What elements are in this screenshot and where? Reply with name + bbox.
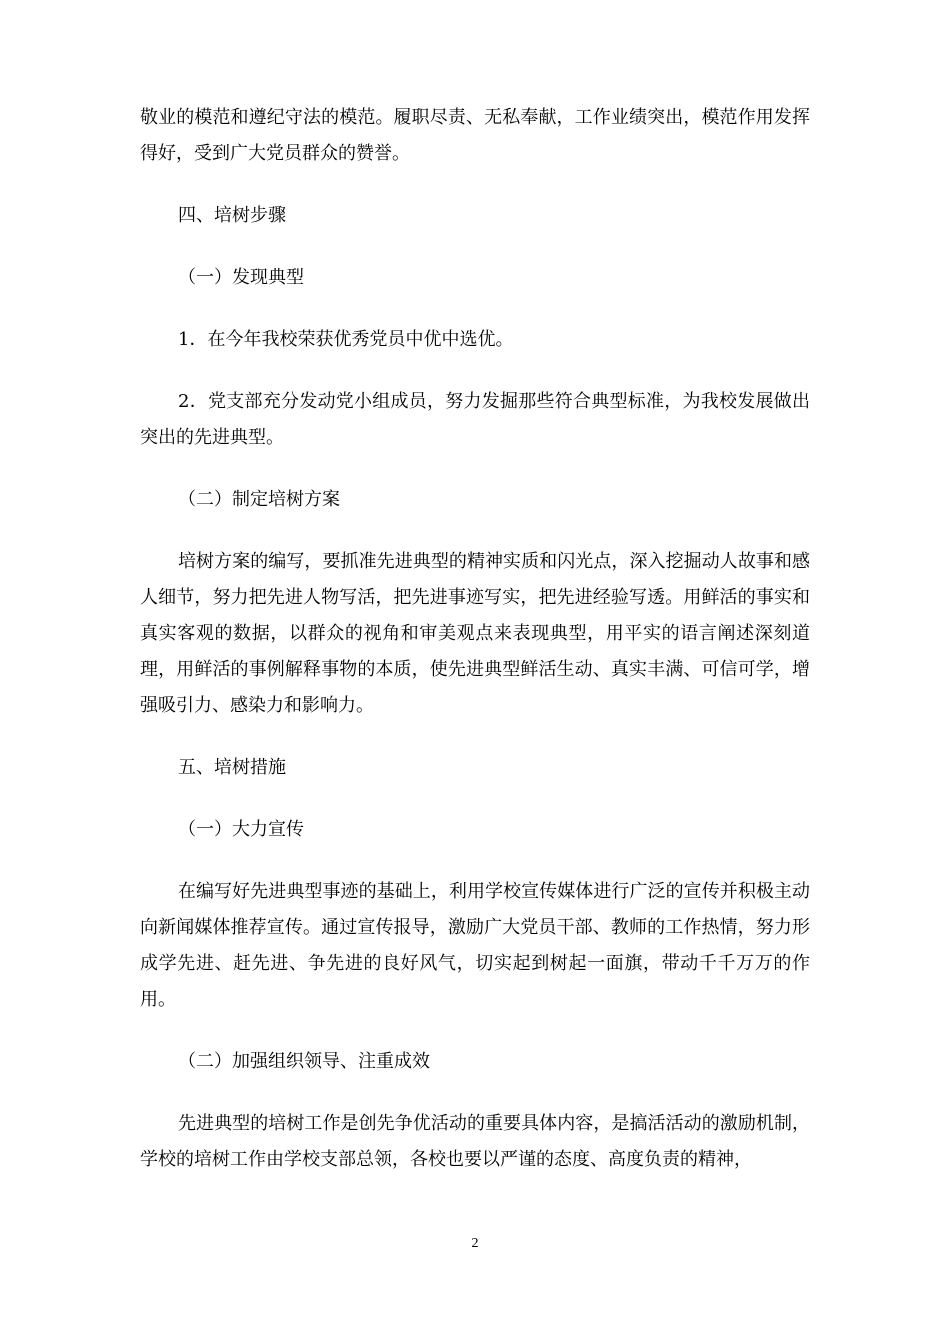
list-item-2: 2．党支部充分发动党小组成员，努力发掘那些符合典型标准，为我校发展做出突出的先进典型。 (140, 391, 810, 448)
subsection-heading-publicity: （一）大力宣传 (178, 819, 304, 840)
document-page (140, 100, 810, 1178)
subsection-heading-plan: （二）制定培树方案 (178, 489, 340, 510)
section-heading-measures: 五、培树措施 (178, 757, 286, 778)
paragraph-body: 敬业的模范和遵纪守法的模范。履职尽责、无私奉献，工作业绩突出，模范作用发挥得好，受到广大党员群众的赞誉。 (140, 107, 810, 164)
paragraph-leadership: 先进典型的培树工作是创先争优活动的重要具体内容，是搞活活动的激励机制，学校的培树工作由学校支部总领，各校也要以严谨的态度、高度负责的精神， (140, 1113, 810, 1170)
subsection-heading-discover: （一）发现典型 (178, 267, 304, 288)
section-heading-steps: 四、培树步骤 (178, 205, 286, 226)
subsection-heading-leadership: （二）加强组织领导、注重成效 (178, 1051, 430, 1072)
paragraph-publicity: 在编写好先进典型事迹的基础上，利用学校宣传媒体进行广泛的宣传并积极主动向新闻媒体推荐宣传。通过宣传报导，激励广大党员干部、教师的工作热情，努力形成学先进、赶先进、争先进的良好风气，切实起到树起一面旗，带动千千万万的作用。 (140, 881, 810, 1010)
list-item-1: 1．在今年我校荣获优秀党员中优中选优。 (178, 329, 514, 350)
paragraph-plan: 培树方案的编写，要抓准先进典型的精神实质和闪光点，深入挖掘动人故事和感人细节，努力把先进人物写活，把先进事迹写实，把先进经验写透。用鲜活的事实和真实客观的数据，以群众的视角和审美观点来表现典型，用平实的语言阐述深刻道理，用鲜活的事例解释事物的本质，使先进典型鲜活生动、真实丰满、可信可学，增强吸引力、感染力和影响力。 (140, 551, 810, 716)
page-number: 2 (471, 1236, 479, 1251)
